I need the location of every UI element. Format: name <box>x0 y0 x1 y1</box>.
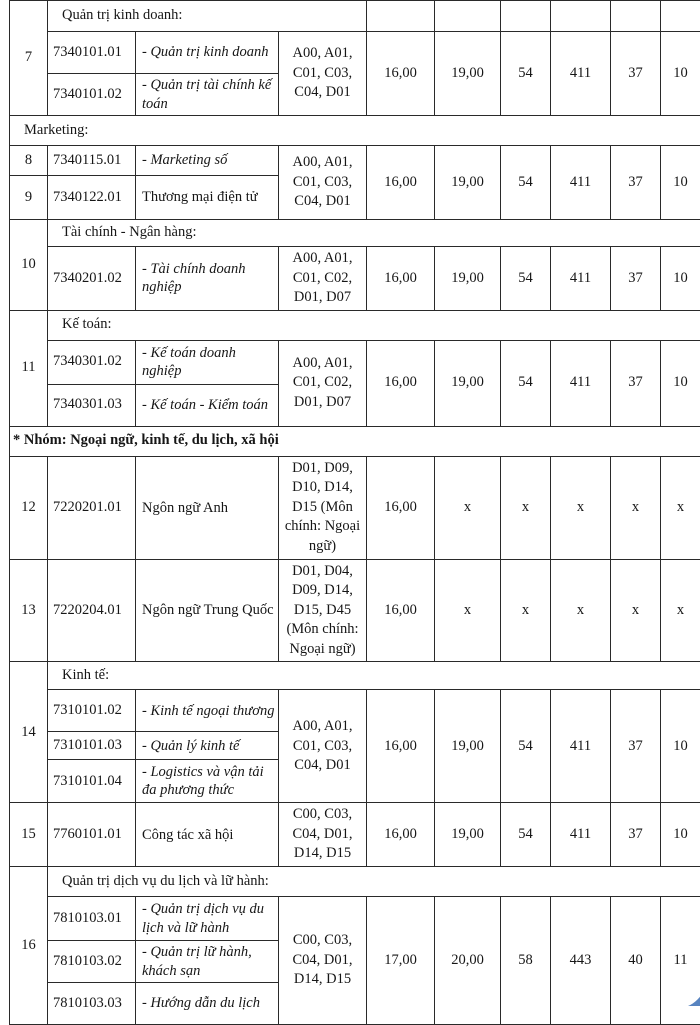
subject-combination: D01, D04, D09, D14, D15, D45 (Môn chính: Ngoại ngữ) <box>279 559 367 662</box>
score-cell: x <box>661 559 700 662</box>
subject-combination: A00, A01, C01, C02, D01, D07 <box>279 247 367 311</box>
score-cell: x <box>611 559 661 662</box>
score-cell: 10 <box>661 32 700 116</box>
major-code: 7760101.01 <box>48 803 136 867</box>
stt-cell: 14 <box>10 662 48 803</box>
score-cell: x <box>435 456 501 559</box>
score-cell: 54 <box>501 803 551 867</box>
score-cell: 411 <box>551 690 611 803</box>
major-name: - Kế toán - Kiểm toán <box>136 384 279 426</box>
stt-cell: 10 <box>10 220 48 311</box>
score-cell: 16,00 <box>367 690 435 803</box>
stt-cell: 13 <box>10 559 48 662</box>
group-row-kinhte <box>10 662 700 690</box>
header-empty-cell <box>611 1 661 32</box>
table-row <box>10 456 700 559</box>
stt-cell: 15 <box>10 803 48 867</box>
score-cell: x <box>611 456 661 559</box>
score-cell: 16,00 <box>367 803 435 867</box>
major-name: - Hướng dẫn du lịch <box>136 983 279 1025</box>
score-cell: 54 <box>501 32 551 116</box>
score-cell: 20,00 <box>435 897 501 1025</box>
subject-combination: A00, A01, C01, C03, C04, D01 <box>279 146 367 220</box>
subject-combination: C00, C03, C04, D01, D14, D15 <box>279 897 367 1025</box>
major-code: 7220201.01 <box>48 456 136 559</box>
group-label: Tài chính - Ngân hàng: <box>48 220 700 247</box>
score-cell: 37 <box>611 146 661 220</box>
group-row-qtkd <box>10 1 700 32</box>
score-cell: 19,00 <box>435 803 501 867</box>
score-cell: 19,00 <box>435 146 501 220</box>
stt-cell: 16 <box>10 867 48 1025</box>
score-cell: 16,00 <box>367 146 435 220</box>
group-label: Quản trị kinh doanh: <box>48 1 367 32</box>
major-code: 7340201.02 <box>48 247 136 311</box>
major-name: - Quản lý kinh tế <box>136 732 279 760</box>
score-cell: 37 <box>611 803 661 867</box>
major-name: - Tài chính doanh nghiệp <box>136 247 279 311</box>
major-code: 7220204.01 <box>48 559 136 662</box>
score-cell: 411 <box>551 32 611 116</box>
major-code: 7340122.01 <box>48 176 136 220</box>
score-cell: x <box>501 559 551 662</box>
score-cell: 19,00 <box>435 247 501 311</box>
major-name: - Marketing số <box>136 146 279 176</box>
score-cell: 54 <box>501 340 551 426</box>
score-cell: 411 <box>551 146 611 220</box>
subject-combination: A00, A01, C01, C03, C04, D01 <box>279 690 367 803</box>
major-name: - Logistics và vận tải đa phương thức <box>136 760 279 803</box>
major-name: - Kinh tế ngoại thương <box>136 690 279 732</box>
group-row-marketing <box>10 116 700 146</box>
stt-cell: 12 <box>10 456 48 559</box>
score-cell: 411 <box>551 247 611 311</box>
major-name: - Quản trị dịch vụ du lịch và lữ hành <box>136 897 279 941</box>
score-cell: 411 <box>551 340 611 426</box>
score-cell: 443 <box>551 897 611 1025</box>
score-cell: 16,00 <box>367 559 435 662</box>
header-empty-cell <box>435 1 501 32</box>
score-cell: 40 <box>611 897 661 1025</box>
stt-cell: 8 <box>10 146 48 176</box>
major-code: 7810103.02 <box>48 941 136 983</box>
major-code: 7340115.01 <box>48 146 136 176</box>
table-row <box>10 559 700 662</box>
stt-cell: 11 <box>10 310 48 426</box>
score-cell: 37 <box>611 32 661 116</box>
score-cell: x <box>551 559 611 662</box>
score-cell: 10 <box>661 690 700 803</box>
major-code: 7340101.01 <box>48 32 136 74</box>
table-row <box>10 803 700 867</box>
major-code: 7310101.02 <box>48 690 136 732</box>
score-cell: 10 <box>661 340 700 426</box>
major-name: - Quản trị kinh doanh <box>136 32 279 74</box>
major-code: 7310101.03 <box>48 732 136 760</box>
score-cell: 16,00 <box>367 456 435 559</box>
major-code: 7340101.02 <box>48 74 136 116</box>
score-cell: 37 <box>611 340 661 426</box>
table-row <box>10 897 700 941</box>
major-name: - Quản trị lữ hành, khách sạn <box>136 941 279 983</box>
score-cell: 19,00 <box>435 32 501 116</box>
score-cell: 54 <box>501 247 551 311</box>
major-code: 7810103.01 <box>48 897 136 941</box>
table-row <box>10 690 700 732</box>
score-cell: 54 <box>501 146 551 220</box>
score-cell: 58 <box>501 897 551 1025</box>
score-cell: 16,00 <box>367 247 435 311</box>
major-name: Ngôn ngữ Anh <box>136 456 279 559</box>
score-cell: 10 <box>661 803 700 867</box>
score-cell: 411 <box>551 803 611 867</box>
page-curl-icon <box>684 984 700 1006</box>
score-cell: 16,00 <box>367 32 435 116</box>
major-name: - Quản trị tài chính kế toán <box>136 74 279 116</box>
table-row <box>10 247 700 311</box>
score-cell: 11 <box>661 897 700 1025</box>
subject-combination: D01, D09, D10, D14, D15 (Môn chính: Ngoại ngữ) <box>279 456 367 559</box>
header-empty-cell <box>661 1 700 32</box>
group-row-dulich <box>10 867 700 897</box>
score-cell: 19,00 <box>435 340 501 426</box>
score-cell: 10 <box>661 146 700 220</box>
subject-combination: A00, A01, C01, C03, C04, D01 <box>279 32 367 116</box>
major-name: - Kế toán doanh nghiệp <box>136 340 279 384</box>
group-label: Quản trị dịch vụ du lịch và lữ hành: <box>48 867 700 897</box>
major-name: Ngôn ngữ Trung Quốc <box>136 559 279 662</box>
score-cell: x <box>435 559 501 662</box>
group-row-ketoan <box>10 310 700 340</box>
stt-cell: 7 <box>10 1 48 116</box>
major-code: 7340301.02 <box>48 340 136 384</box>
header-empty-cell <box>501 1 551 32</box>
score-cell: x <box>501 456 551 559</box>
section-heading: * Nhóm: Ngoại ngữ, kinh tế, du lịch, xã hội <box>10 426 700 456</box>
major-code: 7340301.03 <box>48 384 136 426</box>
major-code: 7810103.03 <box>48 983 136 1025</box>
group-label: Kế toán: <box>48 310 700 340</box>
admission-table <box>9 0 700 1025</box>
header-empty-cell <box>367 1 435 32</box>
score-cell: 10 <box>661 247 700 311</box>
table-row <box>10 340 700 384</box>
stt-cell: 9 <box>10 176 48 220</box>
score-cell: 54 <box>501 690 551 803</box>
major-name: Thương mại điện tử <box>136 176 279 220</box>
score-cell: x <box>551 456 611 559</box>
group-row-tcnh <box>10 220 700 247</box>
score-cell: 37 <box>611 247 661 311</box>
subject-combination: A00, A01, C01, C02, D01, D07 <box>279 340 367 426</box>
score-cell: 16,00 <box>367 340 435 426</box>
group-label: Marketing: <box>10 116 700 146</box>
score-cell: x <box>661 456 700 559</box>
subject-combination: C00, C03, C04, D01, D14, D15 <box>279 803 367 867</box>
table-row <box>10 32 700 74</box>
group-label: Kinh tế: <box>48 662 700 690</box>
section-row <box>10 426 700 456</box>
major-name: Công tác xã hội <box>136 803 279 867</box>
score-cell: 19,00 <box>435 690 501 803</box>
table-row <box>10 146 700 176</box>
header-empty-cell <box>551 1 611 32</box>
score-cell: 17,00 <box>367 897 435 1025</box>
score-cell: 37 <box>611 690 661 803</box>
major-code: 7310101.04 <box>48 760 136 803</box>
